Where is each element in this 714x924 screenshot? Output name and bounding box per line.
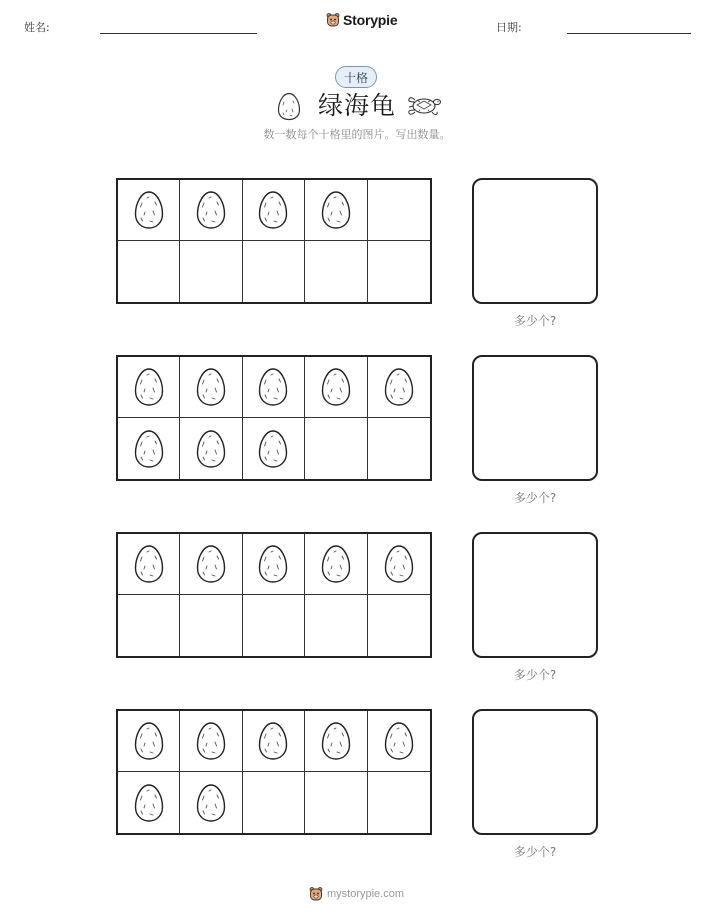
ten-frame-cell	[118, 772, 180, 833]
egg-icon	[277, 92, 301, 121]
bear-icon	[326, 12, 340, 28]
egg-icon	[133, 544, 165, 584]
ten-frame-cell	[305, 711, 367, 772]
egg-icon	[383, 721, 415, 761]
egg-icon	[133, 721, 165, 761]
bear-icon	[309, 886, 323, 902]
ten-frame-cell	[368, 534, 430, 595]
ten-frame-cell	[305, 534, 367, 595]
egg-icon	[257, 367, 289, 407]
answer-box-3[interactable]	[472, 532, 598, 658]
egg-icon	[257, 429, 289, 469]
ten-frame-4	[116, 709, 432, 835]
answer-box-2[interactable]	[472, 355, 598, 481]
egg-icon	[195, 190, 227, 230]
ten-frame-2	[116, 355, 432, 481]
ten-frame-cell	[243, 180, 305, 241]
ten-frame-cell	[180, 418, 242, 479]
egg-icon	[133, 367, 165, 407]
footer-site: mystorypie.com	[327, 888, 405, 900]
egg-icon	[320, 544, 352, 584]
egg-icon	[320, 721, 352, 761]
worksheet-title: 绿海龟	[318, 91, 397, 120]
name-line[interactable]	[100, 33, 257, 34]
ten-frame-cell	[305, 241, 367, 302]
ten-frame-cell	[243, 772, 305, 833]
egg-icon	[195, 367, 227, 407]
footer	[309, 886, 404, 902]
ten-frame-cell	[118, 241, 180, 302]
ten-frame-cell	[368, 418, 430, 479]
egg-icon	[320, 190, 352, 230]
answer-question-4: 多少个?	[513, 845, 557, 859]
egg-icon	[257, 544, 289, 584]
ten-frame-cell	[180, 241, 242, 302]
ten-frame-cell	[368, 357, 430, 418]
ten-frame-cell	[180, 772, 242, 833]
egg-icon	[195, 783, 227, 823]
ten-frame-cell	[368, 772, 430, 833]
egg-icon	[133, 190, 165, 230]
ten-frame-3	[116, 532, 432, 658]
ten-frame-cell	[118, 180, 180, 241]
egg-icon	[383, 367, 415, 407]
ten-frame-cell	[180, 534, 242, 595]
ten-frame-cell	[305, 180, 367, 241]
sea-turtle-icon	[406, 92, 442, 120]
egg-icon	[257, 190, 289, 230]
ten-frame-cell	[180, 595, 242, 656]
ten-frame-cell	[243, 534, 305, 595]
ten-frame-cell	[118, 711, 180, 772]
egg-icon	[133, 429, 165, 469]
ten-frame-cell	[305, 418, 367, 479]
ten-frame-cell	[118, 534, 180, 595]
ten-frame-1	[116, 178, 432, 304]
answer-question-3: 多少个?	[513, 668, 557, 682]
ten-frame-cell	[180, 180, 242, 241]
ten-frame-cell	[305, 772, 367, 833]
egg-icon	[257, 721, 289, 761]
ten-frame-cell	[305, 595, 367, 656]
name-label: 姓名:	[24, 21, 50, 34]
egg-icon	[133, 783, 165, 823]
ten-frame-cell	[243, 595, 305, 656]
ten-frame-cell	[180, 711, 242, 772]
egg-icon	[195, 429, 227, 469]
ten-frame-cell	[118, 595, 180, 656]
ten-frame-cell	[118, 357, 180, 418]
answer-question-2: 多少个?	[513, 491, 557, 505]
ten-frame-cell	[305, 357, 367, 418]
brand-name: Storypie	[343, 12, 398, 28]
ten-frame-cell	[118, 418, 180, 479]
date-line[interactable]	[567, 33, 691, 34]
ten-frame-cell	[368, 180, 430, 241]
ten-frame-cell	[368, 241, 430, 302]
ten-frame-cell	[243, 711, 305, 772]
instruction-text: 数一数每个十格里的图片。写出数量。	[263, 128, 451, 141]
answer-question-1: 多少个?	[513, 314, 557, 328]
egg-icon	[195, 721, 227, 761]
ten-frame-cell	[368, 711, 430, 772]
ten-frame-cell	[368, 595, 430, 656]
answer-box-4[interactable]	[472, 709, 598, 835]
date-label: 日期:	[496, 21, 522, 34]
ten-frame-cell	[243, 418, 305, 479]
worksheet-badge: 十格	[335, 66, 377, 88]
egg-icon	[195, 544, 227, 584]
ten-frame-cell	[243, 357, 305, 418]
ten-frame-cell	[243, 241, 305, 302]
egg-icon	[320, 367, 352, 407]
brand-logo	[326, 12, 397, 28]
egg-icon	[383, 544, 415, 584]
answer-box-1[interactable]	[472, 178, 598, 304]
ten-frame-cell	[180, 357, 242, 418]
